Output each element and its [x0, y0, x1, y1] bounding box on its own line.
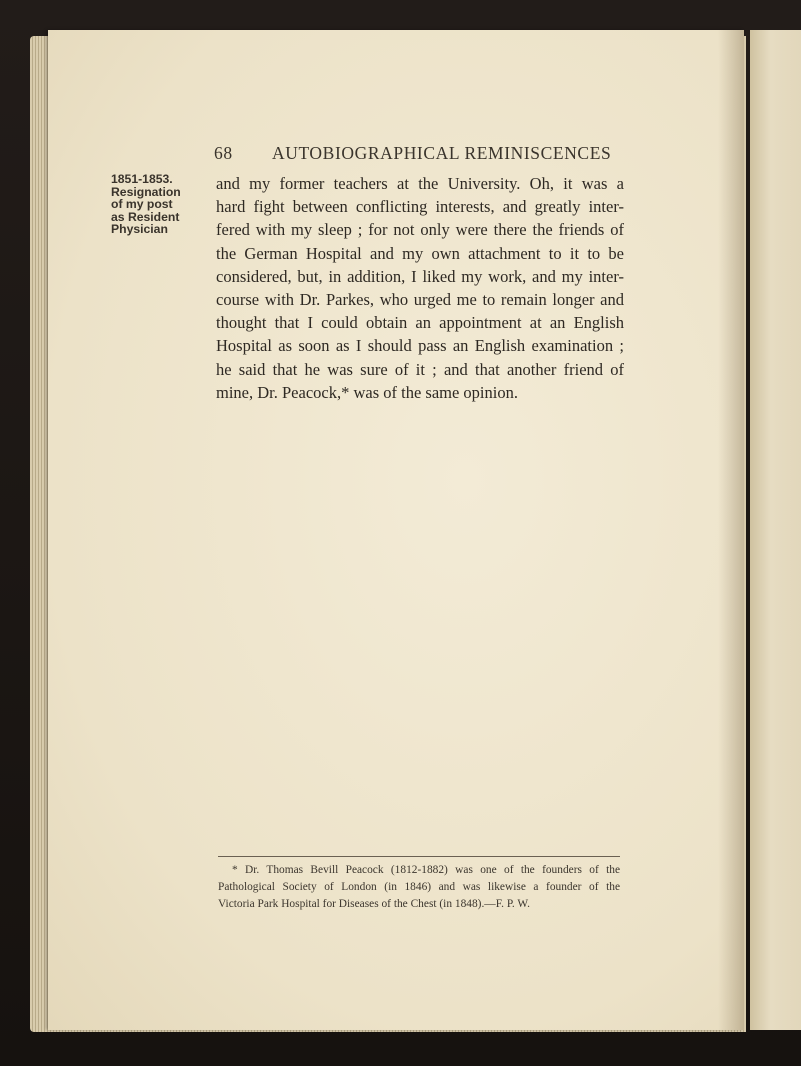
margin-note-line: as Resident [111, 209, 180, 224]
facing-page-edge [750, 30, 801, 1030]
margin-note-line: 1851-1853. [111, 172, 173, 186]
footnote [218, 862, 620, 913]
margin-note-line: Resignation [111, 184, 181, 199]
body-line: hard fight between conflicting interests, and greatly inter- [216, 197, 624, 217]
spine-shadow [718, 30, 744, 1030]
body-line: the German Hospital and my own attachment to it to be [216, 243, 624, 263]
margin-note [111, 173, 211, 236]
body-line: Hospital as soon as I should pass an English examination ; [216, 336, 624, 356]
footnote-divider [218, 856, 620, 857]
margin-note-line: of my post [111, 197, 173, 211]
body-line: and my former teachers at the University. Oh, it was a [216, 174, 624, 193]
body-paragraph [216, 172, 624, 404]
running-title: AUTOBIOGRAPHICAL REMINISCENCES [271, 143, 612, 163]
margin-note-line: Physician [111, 222, 168, 236]
body-line: thought that I could obtain an appointment at an English [216, 313, 624, 333]
footnote-line: Pathological Society of London (in 1846) and was likewise a founder of the [218, 881, 620, 893]
footnote-line: Victoria Park Hospital for Diseases of the Chest (in 1848).—F. P. W. [218, 898, 530, 910]
body-line: he said that he was sure of it ; and that another friend of [216, 359, 624, 379]
page-number: 68 [214, 143, 233, 163]
body-line: fered with my sleep ; for not only were there the friends of [216, 220, 624, 240]
page-header [214, 143, 634, 164]
body-line: mine, Dr. Peacock,* was of the same opinion. [216, 382, 518, 402]
body-line: course with Dr. Parkes, who urged me to remain longer and [216, 289, 624, 309]
footnote-line: * Dr. Thomas Bevill Peacock (1812-1882) was one of the founders of the [232, 864, 620, 876]
body-line: considered, but, in addition, I liked my work, and my inter- [216, 266, 624, 286]
